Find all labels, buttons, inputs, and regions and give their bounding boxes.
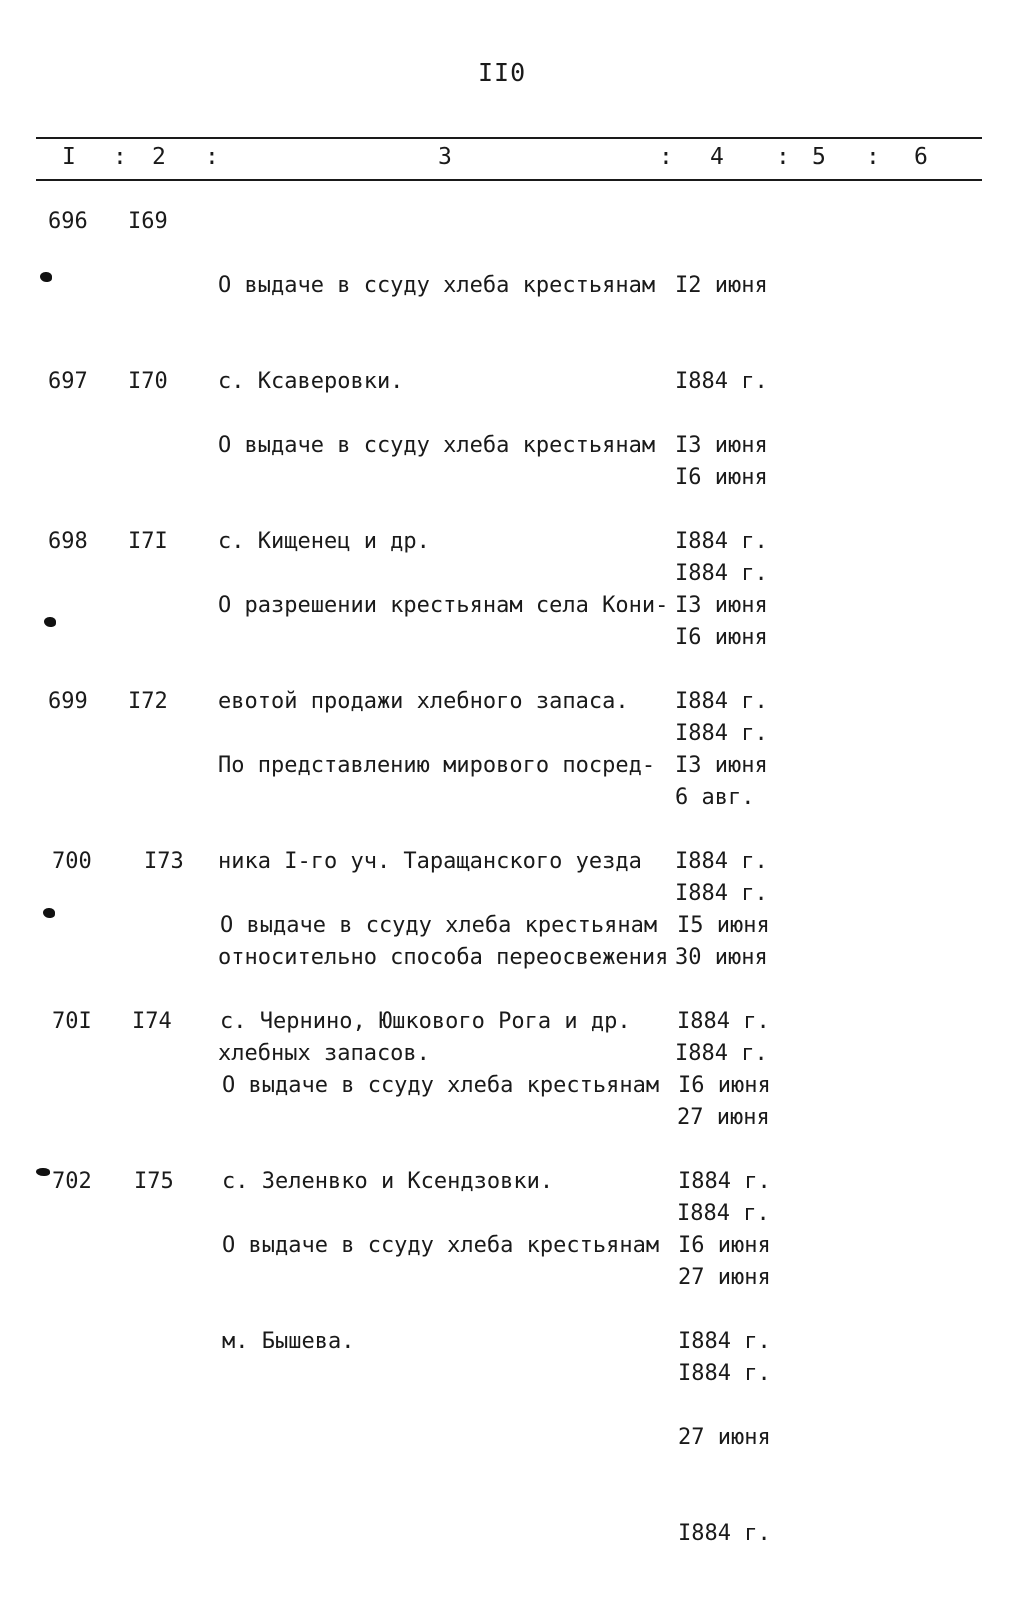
header-top-rule — [36, 137, 982, 139]
header-col-2: 2 — [152, 144, 166, 170]
date-line: I6 июня — [675, 625, 768, 650]
date-line: I884 г. — [675, 721, 768, 746]
row-dates — [678, 1166, 771, 1614]
date-line: I884 г. — [677, 1009, 770, 1034]
row-number: 696 — [48, 209, 88, 234]
ink-blot — [44, 617, 56, 627]
header-separator: : — [659, 144, 673, 170]
row-number: 700 — [52, 849, 92, 874]
header-separator: : — [205, 144, 219, 170]
description-line: м. Бышева. — [222, 1329, 355, 1354]
description-line: хлебных запасов. — [218, 1041, 430, 1066]
item-number: I70 — [128, 369, 168, 394]
description-line: ника I-го уч. Таращанского уезда — [218, 849, 642, 874]
item-number: I72 — [128, 689, 168, 714]
description-line: относительно способа переосвежения — [218, 945, 669, 970]
description-line: с. Ксаверовки. — [218, 369, 404, 394]
ink-blot — [36, 1168, 50, 1176]
date-line: 30 июня — [675, 945, 768, 970]
row-number: 70I — [52, 1009, 92, 1034]
header-separator: : — [113, 144, 127, 170]
date-line: I884 г. — [675, 369, 768, 394]
date-line: I3 июня — [675, 753, 768, 778]
description-line: О выдаче в ссуду хлеба крестьянам — [218, 273, 656, 298]
header-col-1: I — [62, 144, 76, 170]
ink-blot — [40, 272, 52, 282]
date-line: I5 июня — [677, 913, 770, 938]
row-number: 697 — [48, 369, 88, 394]
description-line: О выдаче в ссуду хлеба крестьянам — [218, 433, 656, 458]
date-line: I6 июня — [675, 465, 768, 490]
row-number: 698 — [48, 529, 88, 554]
date-line: 6 авг. — [675, 785, 755, 810]
description-line: О разрешении крестьянам села Кони- — [218, 593, 669, 618]
date-line: I884 г. — [678, 1329, 771, 1354]
description-line: По представлению мирового посред- — [218, 753, 656, 778]
date-line: I884 г. — [675, 529, 768, 554]
date-line: I884 г. — [675, 881, 768, 906]
header-col-4: 4 — [710, 144, 724, 170]
date-line: I884 г. — [678, 1521, 771, 1546]
ink-blot — [43, 908, 55, 918]
description-line: О выдаче в ссуду хлеба крестьянам — [222, 1233, 660, 1258]
item-number: I69 — [128, 209, 168, 234]
date-line: I2 июня — [675, 273, 768, 298]
item-number: I7I — [128, 529, 168, 554]
date-line: I884 г. — [678, 1361, 771, 1386]
item-number: I73 — [144, 849, 184, 874]
item-number: I75 — [134, 1169, 174, 1194]
date-line: I6 июня — [678, 1073, 771, 1098]
date-line: I884 г. — [678, 1169, 771, 1194]
description-line: О выдаче в ссуду хлеба крестьянам — [220, 913, 658, 938]
row-number: 702 — [52, 1169, 92, 1194]
row-number: 699 — [48, 689, 88, 714]
description-line: с. Кищенец и др. — [218, 529, 430, 554]
header-col-5: 5 — [812, 144, 826, 170]
description-line: О выдаче в ссуду хлеба крестьянам — [222, 1073, 660, 1098]
date-line: I884 г. — [677, 1201, 770, 1226]
header-separator: : — [866, 144, 880, 170]
date-line: I884 г. — [675, 561, 768, 586]
page-number: II0 — [478, 58, 527, 87]
header-col-3: 3 — [438, 144, 452, 170]
date-line: I884 г. — [675, 1041, 768, 1066]
description-line: с. Чернино, Юшкового Рога и др. — [220, 1009, 631, 1034]
item-number: I74 — [132, 1009, 172, 1034]
date-line: I884 г. — [675, 689, 768, 714]
header-bottom-rule — [36, 179, 982, 181]
header-separator: : — [776, 144, 790, 170]
date-line: 27 июня — [678, 1265, 771, 1290]
date-line: 27 июня — [678, 1425, 771, 1450]
header-col-6: 6 — [914, 144, 928, 170]
row-description — [222, 1166, 659, 1422]
date-line: I3 июня — [675, 433, 768, 458]
date-line: I6 июня — [678, 1233, 771, 1258]
description-line: евотой продажи хлебного запаса. — [218, 689, 629, 714]
date-line: I884 г. — [675, 849, 768, 874]
description-line: с. Зеленвко и Ксендзовки. — [222, 1169, 554, 1194]
date-line: 27 июня — [677, 1105, 770, 1130]
date-line: I3 июня — [675, 593, 768, 618]
